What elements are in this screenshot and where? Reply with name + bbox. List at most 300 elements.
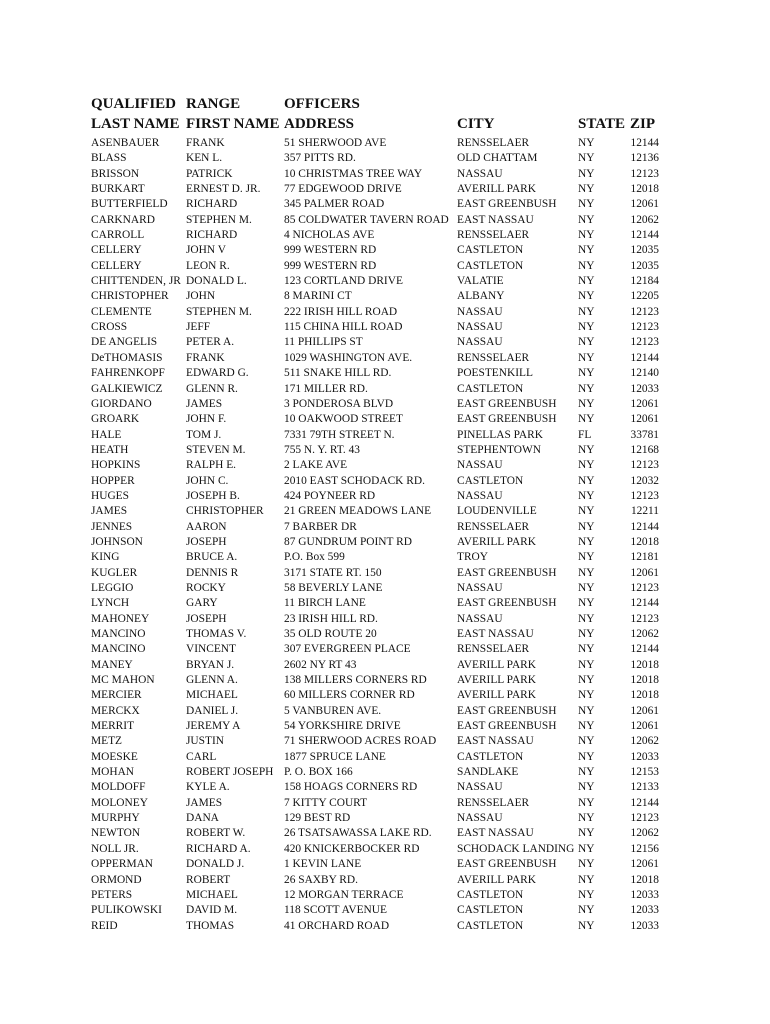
first-name-cell: JOHN F. [186,413,227,426]
last-name-cell: CELLERY [91,259,142,272]
last-name-cell: MOLONEY [91,796,148,809]
city-cell: RENSSELAER [457,229,530,242]
zip-cell: 12123 [630,812,659,825]
last-name-cell: HOPKINS [91,459,141,472]
address-cell: 11 BIRCH LANE [284,597,366,610]
last-name-cell: MERCKX [91,704,140,717]
header-state: STATE [578,116,625,132]
first-name-cell: AARON [186,520,227,533]
last-name-cell: CLEMENTE [91,305,152,318]
table-row [91,658,681,673]
zip-cell: 12123 [630,459,659,472]
header-row-1 [91,94,681,114]
last-name-cell: BUTTERFIELD [91,198,168,211]
last-name-cell: MANCINO [91,628,146,640]
address-cell: 35 OLD ROUTE 20 [284,628,377,640]
address-cell: 999 WESTERN RD [284,244,377,257]
table-row [91,335,681,350]
city-cell: RENSSELAER [457,520,530,533]
zip-cell: 12123 [630,581,659,594]
table-row [91,458,681,473]
last-name-cell: REID [91,919,118,932]
city-cell: POESTENKILL [457,367,533,380]
address-cell: 7331 79TH STREET N. [284,428,395,441]
address-cell: 3171 STATE RT. 150 [284,566,382,579]
city-cell: EAST GREENBUSH [457,858,557,871]
city-cell: NASSAU [457,812,503,825]
table-row [91,213,681,228]
table-row [91,857,681,872]
city-cell: CASTLETON [457,750,524,763]
last-name-cell: MANCINO [91,643,146,656]
address-cell: 4 NICHOLAS AVE [284,229,375,242]
last-name-cell: NEWTON [91,827,141,840]
address-cell: 10 OAKWOOD STREET [284,413,403,426]
last-name-cell: PULIKOWSKI [91,904,162,917]
zip-cell: 33781 [630,428,659,441]
zip-cell: 12033 [630,382,659,395]
city-cell: EAST GREENBUSH [457,720,557,733]
state-cell: NY [578,290,595,303]
city-cell: STEPHENTOWN [457,443,541,456]
state-cell: NY [578,858,595,871]
zip-cell: 12018 [630,873,659,886]
last-name-cell: HUGES [91,489,129,502]
first-name-cell: STEPHEN M. [186,305,252,318]
city-cell: CASTLETON [457,474,524,487]
table-row [91,627,681,642]
city-cell: VALATIE [457,275,504,288]
address-cell: 7 BARBER DR [284,520,357,533]
table-row [91,382,681,397]
state-cell: NY [578,474,595,487]
last-name-cell: CHRISTOPHER [91,290,169,303]
city-cell: NASSAU [457,321,503,334]
city-cell: NASSAU [457,459,503,472]
zip-cell: 12062 [630,735,659,748]
zip-cell: 12168 [630,443,659,456]
first-name-cell: JAMES [186,796,223,809]
state-cell: NY [578,750,595,763]
address-cell: 51 SHERWOOD AVE [284,137,387,149]
table-row [91,151,681,166]
zip-cell: 12153 [630,766,659,779]
first-name-cell: THOMAS [186,919,235,932]
zip-cell: 12035 [630,244,659,257]
last-name-cell: MOESKE [91,750,138,763]
first-name-cell: ROBERT [186,873,231,886]
state-cell: FL [578,428,592,441]
address-cell: 7 KITTY COURT [284,796,368,809]
last-name-cell: CROSS [91,321,128,334]
first-name-cell: LEON R. [186,259,230,272]
zip-cell: 12136 [630,152,659,165]
address-cell: 118 SCOTT AVENUE [284,904,387,917]
state-cell: NY [578,581,595,594]
last-name-cell: HOPPER [91,474,135,487]
first-name-cell: PETER A. [186,336,235,349]
city-cell: NASSAU [457,581,503,594]
first-name-cell: GARY [186,597,218,610]
first-name-cell: JOSEPH [186,612,227,625]
city-cell: NASSAU [457,612,503,625]
first-name-cell: ROBERT W. [186,827,246,840]
officer-list-table [91,94,681,934]
city-cell: AVERILL PARK [457,873,537,886]
address-cell: 5 VANBUREN AVE. [284,704,382,717]
state-cell: NY [578,658,595,671]
address-cell: 1 KEVIN LANE [284,858,362,871]
table-row [91,550,681,565]
state-cell: NY [578,152,595,165]
first-name-cell: ROBERT JOSEPH [186,766,274,779]
state-cell: NY [578,443,595,456]
table-row [91,673,681,688]
first-name-cell: ROCKY [186,581,226,594]
table-row [91,581,681,596]
first-name-cell: RALPH E. [186,459,236,472]
city-cell: EAST GREENBUSH [457,413,557,426]
address-cell: 87 GUNDRUM POINT RD [284,535,412,548]
table-row [91,443,681,458]
table-row [91,320,681,335]
table-row [91,197,681,212]
last-name-cell: MAHONEY [91,612,150,625]
state-cell: NY [578,674,595,687]
table-row [91,182,681,197]
state-cell: NY [578,812,595,825]
address-cell: 23 IRISH HILL RD. [284,612,378,625]
table-row [91,765,681,780]
zip-cell: 12033 [630,750,659,763]
zip-cell: 12133 [630,781,659,794]
zip-cell: 12144 [630,137,659,149]
zip-cell: 12061 [630,413,659,426]
first-name-cell: MICHAEL [186,888,238,901]
zip-cell: 12144 [630,796,659,809]
state-cell: NY [578,520,595,533]
state-cell: NY [578,628,595,640]
first-name-cell: JAMES [186,397,223,410]
first-name-cell: MICHAEL [186,689,238,702]
last-name-cell: CARKNARD [91,213,155,226]
zip-cell: 12061 [630,704,659,717]
first-name-cell: FRANK [186,137,225,149]
zip-cell: 12156 [630,842,659,855]
state-cell: NY [578,796,595,809]
table-row [91,596,681,611]
first-name-cell: DAVID M. [186,904,238,917]
address-cell: 999 WESTERN RD [284,259,377,272]
address-cell: 21 GREEN MEADOWS LANE [284,505,432,518]
zip-cell: 12018 [630,689,659,702]
city-cell: NASSAU [457,305,503,318]
city-cell: CASTLETON [457,382,524,395]
last-name-cell: KING [91,551,120,564]
city-cell: AVERILL PARK [457,658,537,671]
city-cell: PINELLAS PARK [457,428,543,441]
last-name-cell: ORMOND [91,873,142,886]
city-cell: NASSAU [457,167,503,180]
address-cell: 1029 WASHINGTON AVE. [284,351,413,364]
zip-cell: 12061 [630,566,659,579]
last-name-cell: GALKIEWICZ [91,382,163,395]
first-name-cell: JOHN C. [186,474,229,487]
state-cell: NY [578,244,595,257]
address-cell: 158 HOAGS CORNERS RD [284,781,418,794]
first-name-cell: RICHARD [186,229,238,242]
state-cell: NY [578,720,595,733]
zip-cell: 12033 [630,888,659,901]
last-name-cell: LYNCH [91,597,130,610]
zip-cell: 12123 [630,336,659,349]
first-name-cell: FRANK [186,351,225,364]
table-row [91,167,681,182]
zip-cell: 12061 [630,720,659,733]
address-cell: 1877 SPRUCE LANE [284,750,386,763]
first-name-cell: RICHARD [186,198,238,211]
table-row [91,504,681,519]
state-cell: NY [578,167,595,180]
address-cell: P. O. BOX 166 [284,766,353,779]
table-row [91,474,681,489]
first-name-cell: STEVEN M. [186,443,246,456]
first-name-cell: PATRICK [186,167,233,180]
state-cell: NY [578,566,595,579]
address-cell: 511 SNAKE HILL RD. [284,367,392,380]
address-cell: 2602 NY RT 43 [284,658,357,671]
city-cell: RENSSELAER [457,137,530,149]
last-name-cell: PETERS [91,888,133,901]
first-name-cell: JEFF [186,321,211,334]
state-cell: NY [578,551,595,564]
table-row [91,888,681,903]
last-name-cell: MURPHY [91,812,140,825]
header-officers: OFFICERS [284,96,360,112]
city-cell: CASTLETON [457,244,524,257]
zip-cell: 12061 [630,858,659,871]
address-cell: 2010 EAST SCHODACK RD. [284,474,425,487]
city-cell: EAST GREENBUSH [457,397,557,410]
zip-cell: 12018 [630,658,659,671]
first-name-cell: DONALD J. [186,858,245,871]
zip-cell: 12062 [630,827,659,840]
table-row [91,612,681,627]
zip-cell: 12144 [630,229,659,242]
zip-cell: 12018 [630,183,659,196]
last-name-cell: METZ [91,735,123,748]
first-name-cell: EDWARD G. [186,367,249,380]
zip-cell: 12144 [630,597,659,610]
city-cell: EAST GREENBUSH [457,704,557,717]
first-name-cell: JUSTIN [186,735,224,748]
last-name-cell: BRISSON [91,167,140,180]
first-name-cell: DANA [186,812,219,825]
state-cell: NY [578,597,595,610]
zip-cell: 12018 [630,674,659,687]
last-name-cell: HEATH [91,443,129,456]
first-name-cell: KEN L. [186,152,223,165]
city-cell: NASSAU [457,489,503,502]
city-cell: EAST GREENBUSH [457,597,557,610]
state-cell: NY [578,229,595,242]
city-cell: AVERILL PARK [457,689,537,702]
last-name-cell: DeTHOMASIS [91,351,163,364]
table-row [91,397,681,412]
last-name-cell: JAMES [91,505,128,518]
state-cell: NY [578,904,595,917]
first-name-cell: ERNEST D. JR. [186,183,261,196]
zip-cell: 12181 [630,551,659,564]
header-qualified: QUALIFIED [91,96,177,112]
first-name-cell: CARL [186,750,217,763]
last-name-cell: CHITTENDEN, JR [91,275,181,288]
zip-cell: 12144 [630,520,659,533]
first-name-cell: GLENN A. [186,674,238,687]
city-cell: NASSAU [457,781,503,794]
last-name-cell: OPPERMAN [91,858,154,871]
header-row-2 [91,114,681,134]
address-cell: 123 CORTLAND DRIVE [284,275,403,288]
header-last-name: LAST NAME [91,116,180,132]
city-cell: EAST NASSAU [457,628,534,640]
state-cell: NY [578,704,595,717]
city-cell: NASSAU [457,336,503,349]
table-row [91,780,681,795]
last-name-cell: BURKART [91,183,145,196]
zip-cell: 12061 [630,198,659,211]
table-row [91,351,681,366]
address-cell: 41 ORCHARD ROAD [284,919,390,932]
last-name-cell: MANEY [91,658,133,671]
city-cell: EAST NASSAU [457,827,534,840]
address-cell: 12 MORGAN TERRACE [284,888,404,901]
zip-cell: 12123 [630,612,659,625]
last-name-cell: MERCIER [91,689,142,702]
city-cell: ALBANY [457,290,505,303]
state-cell: NY [578,766,595,779]
address-cell: P.O. Box 599 [284,551,345,564]
first-name-cell: DONALD L. [186,275,247,288]
state-cell: NY [578,305,595,318]
city-cell: CASTLETON [457,919,524,932]
last-name-cell: GROARK [91,413,140,426]
table-row [91,136,681,151]
state-cell: NY [578,489,595,502]
state-cell: NY [578,535,595,548]
zip-cell: 12211 [630,505,659,518]
city-cell: OLD CHATTAM [457,152,538,165]
table-row [91,428,681,443]
zip-cell: 12032 [630,474,659,487]
table-row [91,734,681,749]
last-name-cell: CARROLL [91,229,145,242]
address-cell: 54 YORKSHIRE DRIVE [284,720,401,733]
address-cell: 345 PALMER ROAD [284,198,385,211]
address-cell: 2 LAKE AVE [284,459,348,472]
header-zip: ZIP [630,116,656,132]
city-cell: EAST GREENBUSH [457,566,557,579]
last-name-cell: ASENBAUER [91,137,160,149]
zip-cell: 12123 [630,489,659,502]
city-cell: SANDLAKE [457,766,519,779]
city-cell: AVERILL PARK [457,535,537,548]
address-cell: 71 SHERWOOD ACRES ROAD [284,735,437,748]
table-row [91,259,681,274]
state-cell: NY [578,259,595,272]
table-row [91,243,681,258]
city-cell: EAST NASSAU [457,735,534,748]
state-cell: NY [578,781,595,794]
first-name-cell: BRYAN J. [186,658,235,671]
table-row [91,535,681,550]
city-cell: EAST NASSAU [457,213,534,226]
state-cell: NY [578,689,595,702]
state-cell: NY [578,336,595,349]
table-row [91,811,681,826]
last-name-cell: HALE [91,428,122,441]
first-name-cell: DANIEL J. [186,704,239,717]
first-name-cell: JEREMY A [186,720,241,733]
state-cell: NY [578,321,595,334]
table-body [91,136,681,934]
first-name-cell: JOHN V [186,244,226,257]
state-cell: NY [578,397,595,410]
last-name-cell: KUGLER [91,566,138,579]
city-cell: RENSSELAER [457,796,530,809]
first-name-cell: GLENN R. [186,382,238,395]
state-cell: NY [578,888,595,901]
state-cell: NY [578,183,595,196]
table-row [91,412,681,427]
zip-cell: 12184 [630,275,659,288]
address-cell: 755 N. Y. RT. 43 [284,443,360,456]
table-row [91,642,681,657]
state-cell: NY [578,612,595,625]
address-cell: 26 TSATSAWASSA LAKE RD. [284,827,432,840]
address-cell: 307 EVERGREEN PLACE [284,643,411,656]
table-row [91,566,681,581]
table-row [91,489,681,504]
table-row [91,903,681,918]
city-cell: EAST GREENBUSH [457,198,557,211]
address-cell: 58 BEVERLY LANE [284,581,383,594]
last-name-cell: MERRIT [91,720,135,733]
header-first-name: FIRST NAME [186,116,280,132]
last-name-cell: CELLERY [91,244,142,257]
address-cell: 115 CHINA HILL ROAD [284,321,403,334]
address-cell: 3 PONDEROSA BLVD [284,397,394,410]
state-cell: NY [578,827,595,840]
city-cell: CASTLETON [457,259,524,272]
first-name-cell: STEPHEN M. [186,213,252,226]
state-cell: NY [578,413,595,426]
address-cell: 129 BEST RD [284,812,351,825]
address-cell: 420 KNICKERBOCKER RD [284,842,420,855]
address-cell: 8 MARINI CT [284,290,352,303]
zip-cell: 12035 [630,259,659,272]
address-cell: 85 COLDWATER TAVERN ROAD [284,213,449,226]
address-cell: 77 EDGEWOOD DRIVE [284,183,402,196]
first-name-cell: KYLE A. [186,781,230,794]
first-name-cell: BRUCE A. [186,551,238,564]
first-name-cell: RICHARD A. [186,842,251,855]
address-cell: 222 IRISH HILL ROAD [284,305,398,318]
last-name-cell: FAHRENKOPF [91,367,165,380]
first-name-cell: TOM J. [186,428,222,441]
city-cell: CASTLETON [457,904,524,917]
table-row [91,305,681,320]
